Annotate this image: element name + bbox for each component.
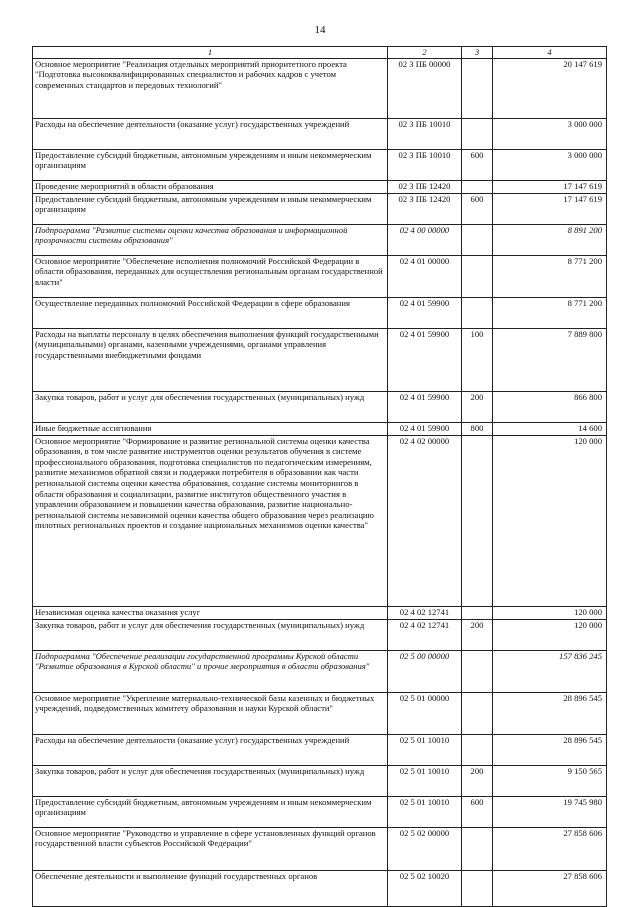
row-code: 02 5 01 10010 <box>388 765 462 796</box>
budget-table <box>32 46 607 907</box>
row-name: Предоставление субсидий бюджетным, автономным учреждениям и иным некоммерческим организациям <box>33 149 388 180</box>
table-row <box>33 149 607 180</box>
row-expense-type <box>462 118 493 149</box>
row-name: Предоставление субсидий бюджетным, автономным учреждениям и иным некоммерческим организациям <box>33 193 388 224</box>
table-row <box>33 193 607 224</box>
row-code: 02 5 01 10010 <box>388 734 462 765</box>
row-name: Основное мероприятие "Обеспечение исполнения полномочий Российской Федерации в области образования, переданных для осуществления региональным органам государственной власти" <box>33 255 388 297</box>
table-row <box>33 650 607 692</box>
row-name: Подпрограмма "Обеспечение реализации государственной программы Курской области "Развитие образования в Курской области" и прочие мероприятия в области образования" <box>33 650 388 692</box>
row-name: Закупка товаров, работ и услуг для обеспечения государственных (муниципальных) нужд <box>33 619 388 650</box>
header-col-2: 2 <box>388 47 462 59</box>
row-name: Основное мероприятие "Формирование и развитие региональной системы оценки качества образования, в том числе развитие инструментов оценки результатов обучения в системе профессионального образования, подготовка специалистов по педагогическим измерениям, развитие механизмов обратной связи и поддержки потребителя в образовании как части региональной системы оценки качества образования, создание системы мониторингов в области образования и социализации, развитие институтов общественного участия в управлении образованием и повышении качества образования, развитие национально-региональной системы независимой оценки качества общего образования через реализацию пилотных региональных проектов и создание национальных механизмов оценки качества" <box>33 435 388 606</box>
row-amount: 17 147 619 <box>493 193 607 224</box>
row-expense-type <box>462 58 493 118</box>
row-amount: 28 896 545 <box>493 734 607 765</box>
row-name: Расходы на обеспечение деятельности (оказание услуг) государственных учреждений <box>33 734 388 765</box>
row-code: 02 5 00 00000 <box>388 650 462 692</box>
row-code: 02 4 02 12741 <box>388 606 462 619</box>
row-expense-type <box>462 650 493 692</box>
row-amount: 8 891 200 <box>493 224 607 255</box>
row-amount: 8 771 200 <box>493 255 607 297</box>
row-name: Основное мероприятие "Руководство и управление в сфере установленных функций органов государственной власти субъектов Российской Федерации" <box>33 827 388 870</box>
table-row <box>33 827 607 870</box>
row-expense-type <box>462 297 493 328</box>
row-name: Закупка товаров, работ и услуг для обеспечения государственных (муниципальных) нужд <box>33 765 388 796</box>
row-code: 02 4 01 59900 <box>388 422 462 435</box>
row-amount: 120 000 <box>493 435 607 606</box>
row-expense-type: 200 <box>462 765 493 796</box>
row-expense-type <box>462 606 493 619</box>
row-amount: 8 771 200 <box>493 297 607 328</box>
row-amount: 120 000 <box>493 619 607 650</box>
row-code: 02 4 00 00000 <box>388 224 462 255</box>
row-name: Проведение мероприятий в области образования <box>33 180 388 193</box>
row-code: 02 3 ПБ 10010 <box>388 149 462 180</box>
row-expense-type <box>462 224 493 255</box>
row-code: 02 4 02 00000 <box>388 435 462 606</box>
row-name: Основное мероприятие "Укрепление материально-технической базы казенных и бюджетных учреждений, подведомственных комитету образования и науки Курской области" <box>33 692 388 734</box>
table-row <box>33 297 607 328</box>
page-number: 14 <box>314 24 326 36</box>
row-name: Предоставление субсидий бюджетным, автономным учреждениям и иным некоммерческим организациям <box>33 796 388 827</box>
row-code: 02 4 01 59900 <box>388 391 462 422</box>
row-name: Осуществление переданных полномочий Российской Федерации в сфере образования <box>33 297 388 328</box>
table-row <box>33 224 607 255</box>
table-row <box>33 422 607 435</box>
row-expense-type: 600 <box>462 796 493 827</box>
row-expense-type <box>462 435 493 606</box>
row-name: Подпрограмма "Развитие системы оценки качества образования и информационной прозрачности системы образования" <box>33 224 388 255</box>
header-col-4: 4 <box>493 47 607 59</box>
table-row <box>33 734 607 765</box>
row-expense-type: 200 <box>462 619 493 650</box>
row-amount: 17 147 619 <box>493 180 607 193</box>
row-expense-type <box>462 870 493 906</box>
row-code: 02 5 02 10020 <box>388 870 462 906</box>
table-row <box>33 58 607 118</box>
row-code: 02 4 01 59900 <box>388 297 462 328</box>
table-row <box>33 118 607 149</box>
table-header-row <box>33 47 607 59</box>
table-row <box>33 328 607 391</box>
row-name: Расходы на выплаты персоналу в целях обеспечения выполнения функций государственными (муниципальными) органами, казенными учреждениями, органами управления государственными внебюджетными фондами <box>33 328 388 391</box>
row-code: 02 3 ПБ 10010 <box>388 118 462 149</box>
row-name: Иные бюджетные ассигнования <box>33 422 388 435</box>
row-amount: 14 600 <box>493 422 607 435</box>
row-amount: 120 000 <box>493 606 607 619</box>
row-expense-type: 600 <box>462 193 493 224</box>
row-name: Обеспечение деятельности и выполнение функций государственных органов <box>33 870 388 906</box>
row-expense-type <box>462 734 493 765</box>
row-code: 02 4 01 59900 <box>388 328 462 391</box>
row-code: 02 3 ПБ 00000 <box>388 58 462 118</box>
table-row <box>33 692 607 734</box>
row-amount: 866 800 <box>493 391 607 422</box>
row-code: 02 4 02 12741 <box>388 619 462 650</box>
row-name: Основное мероприятие "Реализация отдельных мероприятий приоритетного проекта "Подготовка высококвалифицированных специалистов и рабочих кадров с учетом современных стандартов и передовых технологий" <box>33 58 388 118</box>
row-amount: 9 150 565 <box>493 765 607 796</box>
row-amount: 3 000 000 <box>493 149 607 180</box>
table-row <box>33 619 607 650</box>
row-amount: 19 745 980 <box>493 796 607 827</box>
table-row <box>33 870 607 906</box>
row-name: Закупка товаров, работ и услуг для обеспечения государственных (муниципальных) нужд <box>33 391 388 422</box>
row-amount: 157 836 245 <box>493 650 607 692</box>
header-col-1: 1 <box>33 47 388 59</box>
table-row <box>33 255 607 297</box>
row-code: 02 5 02 00000 <box>388 827 462 870</box>
row-code: 02 3 ПБ 12420 <box>388 180 462 193</box>
row-expense-type <box>462 180 493 193</box>
row-code: 02 5 01 00000 <box>388 692 462 734</box>
row-expense-type: 200 <box>462 391 493 422</box>
row-name: Расходы на обеспечение деятельности (оказание услуг) государственных учреждений <box>33 118 388 149</box>
row-expense-type: 100 <box>462 328 493 391</box>
row-code: 02 5 01 10010 <box>388 796 462 827</box>
row-amount: 20 147 619 <box>493 58 607 118</box>
row-expense-type <box>462 255 493 297</box>
row-expense-type: 600 <box>462 149 493 180</box>
row-expense-type <box>462 692 493 734</box>
row-amount: 27 858 606 <box>493 827 607 870</box>
table-row <box>33 180 607 193</box>
row-name: Независимая оценка качества оказания услуг <box>33 606 388 619</box>
row-expense-type: 800 <box>462 422 493 435</box>
table-row <box>33 391 607 422</box>
row-amount: 7 889 800 <box>493 328 607 391</box>
header-col-3: 3 <box>462 47 493 59</box>
table-row <box>33 765 607 796</box>
row-expense-type <box>462 827 493 870</box>
row-amount: 27 858 606 <box>493 870 607 906</box>
row-code: 02 3 ПБ 12420 <box>388 193 462 224</box>
row-amount: 3 000 000 <box>493 118 607 149</box>
table-row <box>33 606 607 619</box>
row-code: 02 4 01 00000 <box>388 255 462 297</box>
table-row <box>33 435 607 606</box>
row-amount: 28 896 545 <box>493 692 607 734</box>
table-row <box>33 796 607 827</box>
